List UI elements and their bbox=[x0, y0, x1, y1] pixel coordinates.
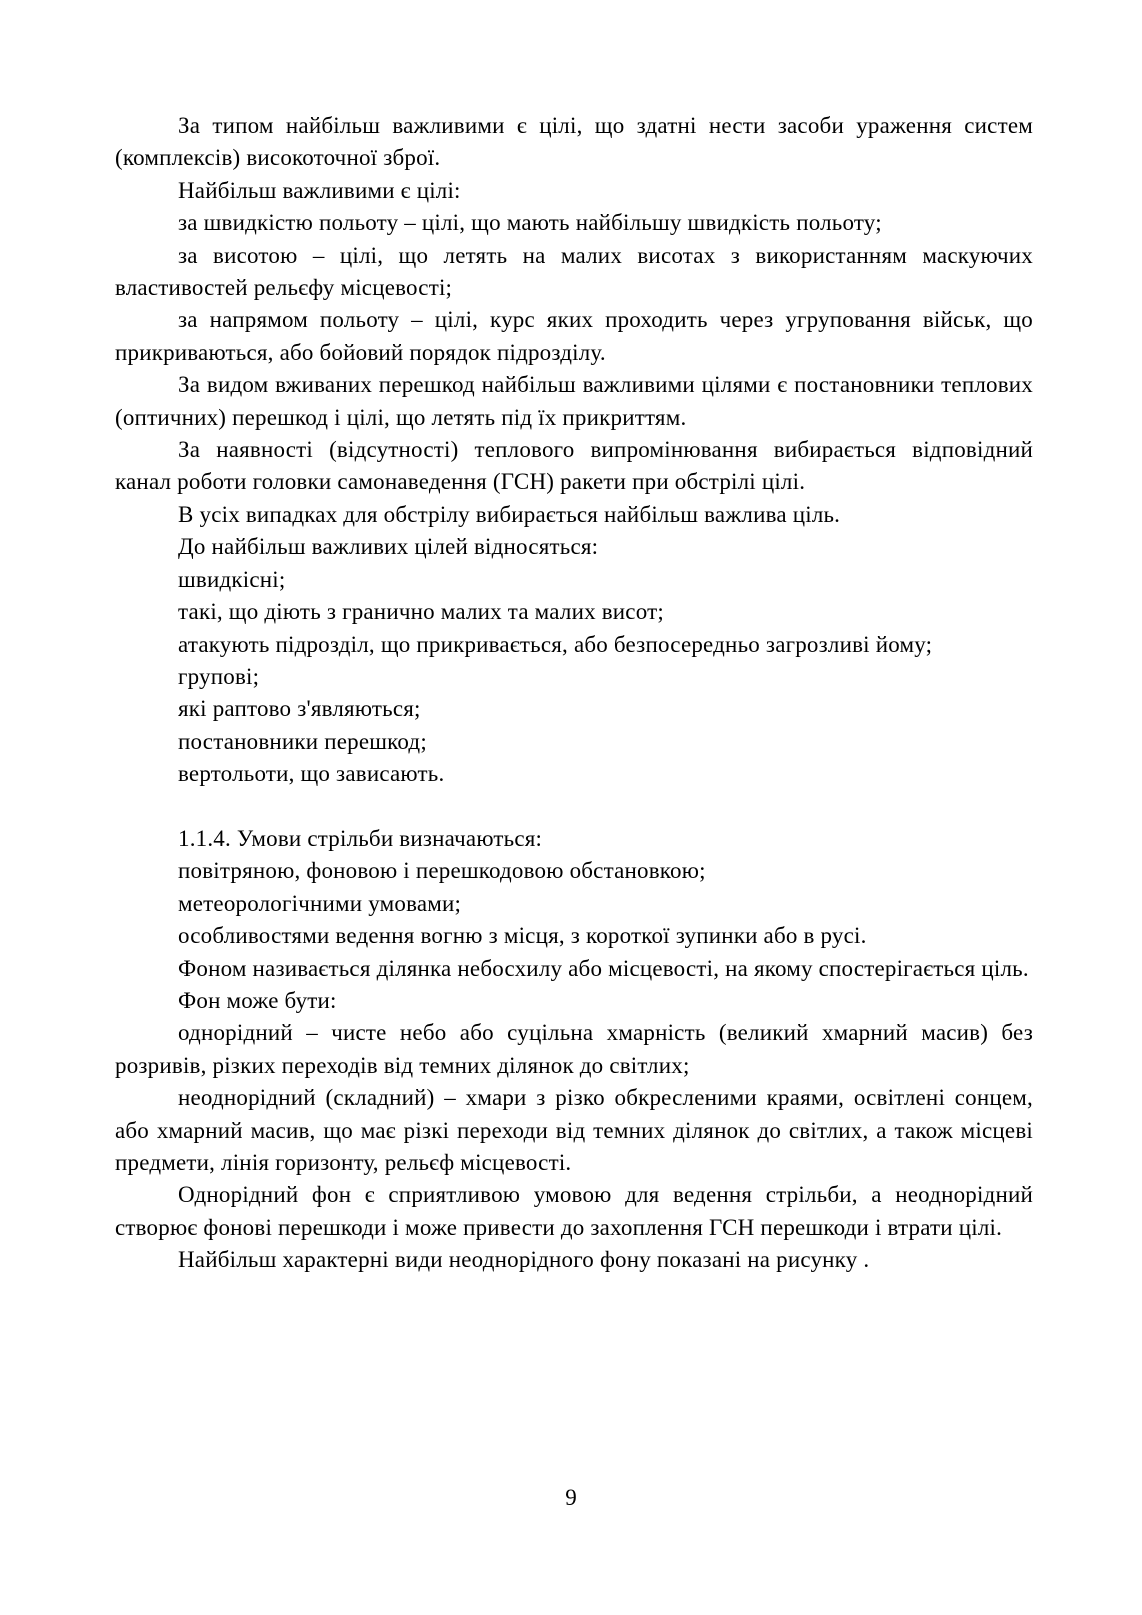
paragraph: однорідний – чисте небо або суцільна хмарність (великий хмарний масив) без розривів, різких переходів від темних ділянок до світлих; bbox=[115, 1020, 1033, 1078]
page-number: 9 bbox=[565, 1485, 577, 1510]
document-content bbox=[115, 110, 1033, 1277]
paragraph: неоднорідний (складний) – хмари з різко обкресленими краями, освітлені сонцем, або хмарний масив, що має різкі переходи від темних ділянок до світлих, а також місцеві предмети, лінія горизонту, рельєф місцевості. bbox=[115, 1085, 1033, 1175]
paragraph: За типом найбільш важливими є цілі, що здатні нести засоби ураження систем (комплексів) високоточної зброї. bbox=[115, 113, 1033, 171]
list-item-paragraph: групові; bbox=[178, 663, 260, 689]
paragraph: Фон може бути: bbox=[178, 987, 337, 1013]
list-item-paragraph: вертольоти, що зависають. bbox=[178, 761, 445, 787]
paragraph: за висотою – цілі, що летять на малих висотах з використанням маскуючих властивостей рельєфу місцевості; bbox=[115, 242, 1033, 301]
list-item-paragraph: атакують підрозділ, що прикривається, або безпосередньо загрозливі йому; bbox=[178, 631, 933, 657]
list-item-paragraph: які раптово з'являються; bbox=[178, 696, 421, 722]
list-item-paragraph: такі, що діють з гранично малих та малих висот; bbox=[178, 599, 664, 625]
list-item-paragraph: особливостями ведення вогню з місця, з короткої зупинки або в русі. bbox=[178, 923, 867, 949]
paragraph: за напрямом польоту – цілі, курс яких проходить через угруповання військ, що прикриваються, або бойовий порядок підрозділу. bbox=[115, 307, 1033, 365]
list-item-paragraph: метеорологічними умовами; bbox=[178, 890, 462, 916]
list-item-paragraph: повітряною, фоновою і перешкодовою обстановкою; bbox=[178, 858, 706, 884]
paragraph: Найбільш характерні види неоднорідного фону показані на рисунку . bbox=[178, 1247, 870, 1273]
list-item-paragraph: постановники перешкод; bbox=[178, 728, 427, 754]
paragraph: За наявності (відсутності) теплового випромінювання вибирається відповідний канал роботи головки самонаведення (ГСН) ракети при обстрілі цілі. bbox=[115, 437, 1033, 495]
paragraph: За видом вживаних перешкод найбільш важливими цілями є постановники теплових (оптичних) перешкод і цілі, що летять під їх прикриттям. bbox=[115, 372, 1033, 430]
paragraph: До найбільш важливих цілей відносяться: bbox=[178, 534, 599, 560]
paragraph: Найбільш важливими є цілі: bbox=[178, 177, 461, 203]
list-item-paragraph: швидкісні; bbox=[178, 566, 286, 592]
paragraph: Фоном називається ділянка небосхилу або місцевості, на якому спостерігається ціль. bbox=[178, 955, 1029, 981]
paragraph: В усіх випадках для обстрілу вибирається найбільш важлива ціль. bbox=[178, 501, 841, 527]
paragraph: Однорідний фон є сприятливою умовою для ведення стрільби, а неоднорідний створює фонові перешкоди і може привести до захоплення ГСН перешкоди і втрати цілі. bbox=[115, 1182, 1033, 1240]
paragraph: за швидкістю польоту – цілі, що мають найбільшу швидкість польоту; bbox=[178, 210, 882, 236]
section-heading-1-1-4: 1.1.4. Умови стрільби визначаються: bbox=[178, 825, 543, 851]
